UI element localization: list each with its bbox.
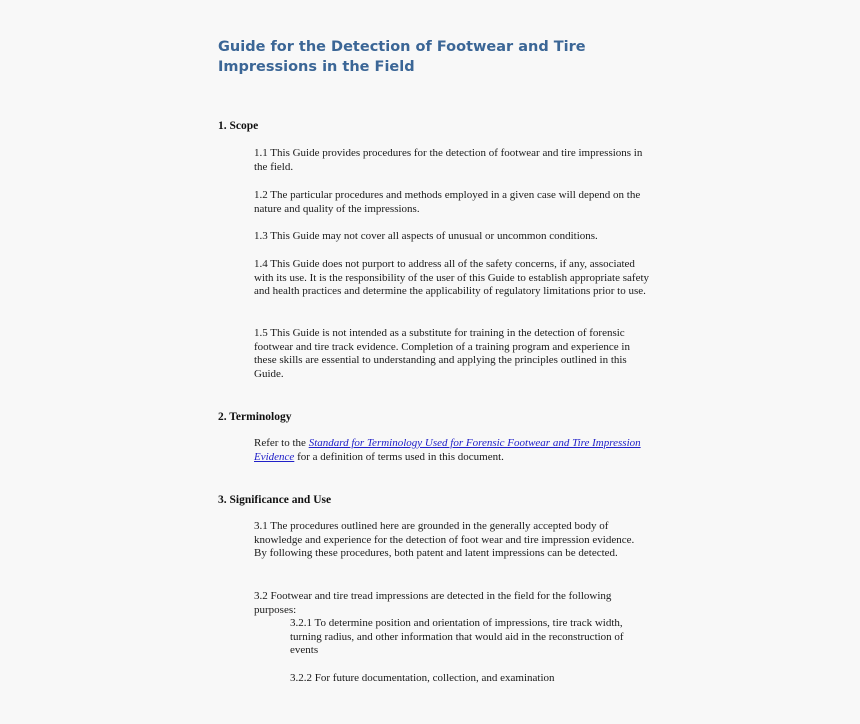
paragraph-3-2-2: 3.2.2 For future documentation, collection, and examination: [290, 672, 555, 684]
paragraph-1-1: 1.1 This Guide provides procedures for the detection of footwear and tire impressions in the field.: [254, 147, 643, 173]
terminology-prefix: Refer to the: [254, 437, 309, 449]
section-heading-significance: 3. Significance and Use: [218, 494, 332, 506]
terminology-standard-link[interactable]: Standard for Terminology Used for Forensic Footwear and Tire Impression Evidence: [254, 437, 641, 463]
paragraph-3-1: 3.1 The procedures outlined here are grounded in the generally accepted body of knowledge and experience for the detection of foot wear and tire impression evidence. By following these procedures, both patent and latent impressions can be detected.: [254, 520, 635, 560]
paragraph-1-2: 1.2 The particular procedures and methods employed in a given case will depend on the nature and quality of the impressions.: [254, 189, 641, 215]
paragraph-terminology: [254, 437, 649, 464]
paragraph-1-3: 1.3 This Guide may not cover all aspects of unusual or uncommon conditions.: [254, 230, 598, 242]
paragraph-1-5: 1.5 This Guide is not intended as a substitute for training in the detection of forensic footwear and tire track evidence. Completion of a training program and experience in these skills are essential to understanding and applying the principles outlined in this Guide.: [254, 327, 630, 381]
document-title: Guide for the Detection of Footwear and Tire Impressions in the Field: [218, 39, 586, 75]
paragraph-1-4: 1.4 This Guide does not purport to address all of the safety concerns, if any, associated with its use. It is the responsibility of the user of this Guide to establish appropriate safety and health practices and determine the applicability of regulatory limitations prior to use.: [254, 258, 650, 298]
paragraph-3-2-1: 3.2.1 To determine position and orientation of impressions, tire track width, turning radius, and other information that would aid in the reconstruction of events: [290, 617, 624, 657]
terminology-suffix: for a definition of terms used in this document.: [294, 450, 504, 463]
section-heading-scope: 1. Scope: [218, 120, 259, 132]
paragraph-3-2: 3.2 Footwear and tire tread impressions are detected in the field for the following purposes:: [254, 590, 612, 616]
section-heading-terminology: 2. Terminology: [218, 411, 292, 423]
